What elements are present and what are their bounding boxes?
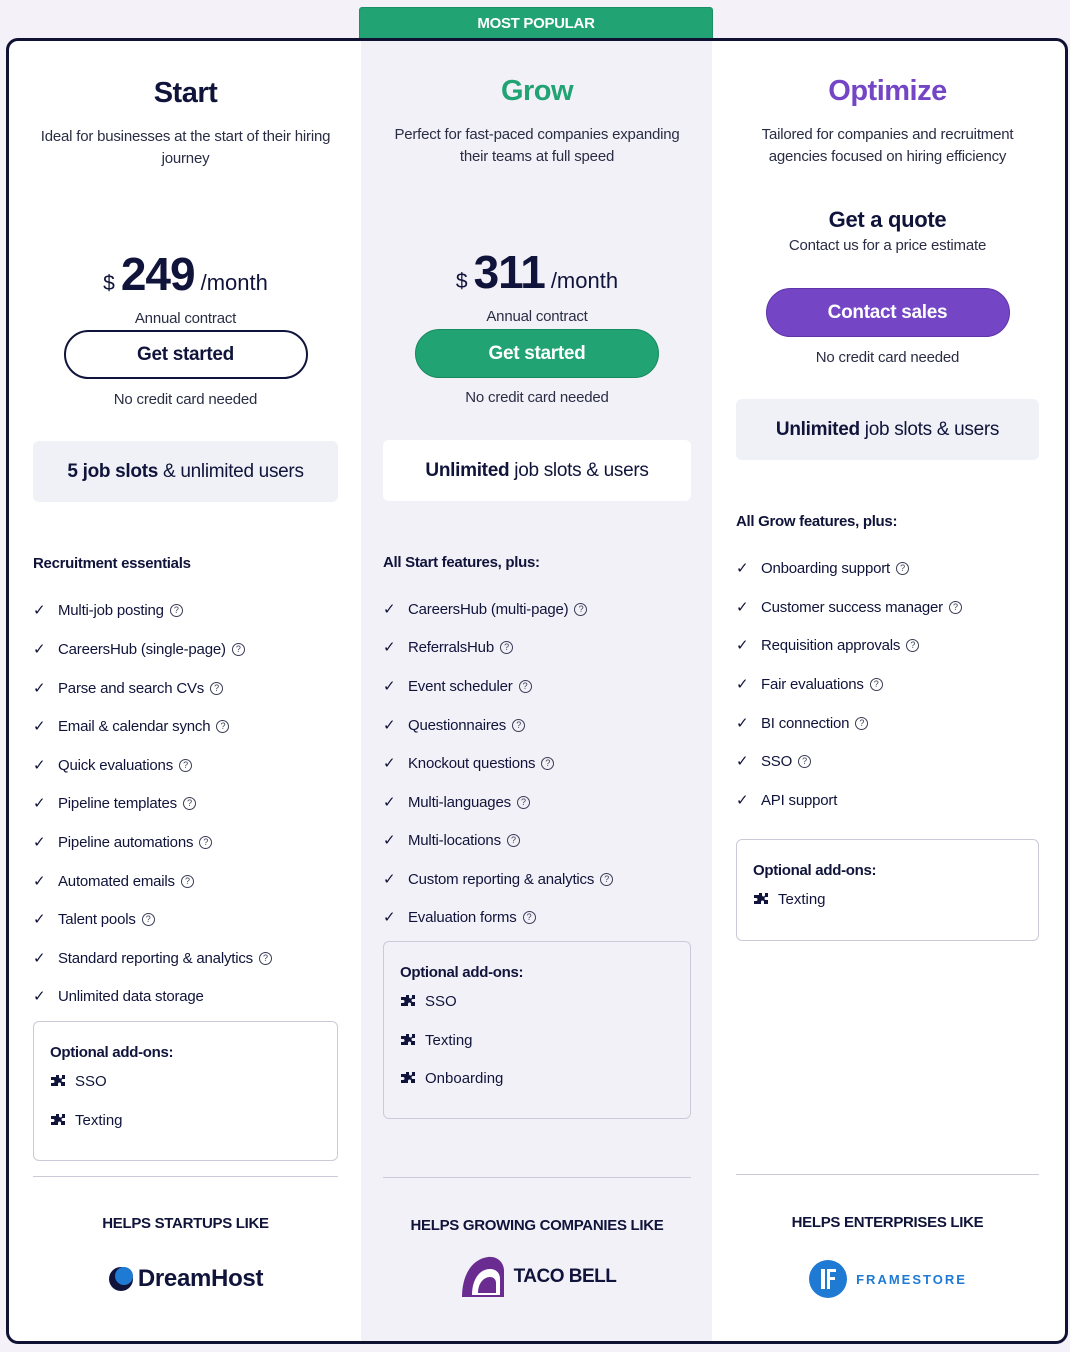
feature-item: ✓ Pipeline automations ? bbox=[33, 832, 212, 852]
feature-item: ✓ SSO ? bbox=[736, 751, 811, 771]
check-icon: ✓ bbox=[736, 560, 749, 577]
check-icon: ✓ bbox=[736, 637, 749, 654]
no-credit-card-note: No credit card needed bbox=[815, 349, 960, 366]
addon-item: Texting bbox=[400, 1032, 473, 1049]
help-icon[interactable]: ? bbox=[507, 834, 520, 847]
feature-item: ✓ Email & calendar synch ? bbox=[33, 716, 229, 736]
features-title: Recruitment essentials bbox=[33, 555, 191, 572]
check-icon: ✓ bbox=[383, 601, 396, 618]
feature-item: ✓ Quick evaluations ? bbox=[33, 755, 192, 775]
feature-item: ✓ Standard reporting & analytics ? bbox=[33, 948, 272, 968]
get-started-button[interactable]: Get started bbox=[64, 330, 308, 379]
help-icon[interactable]: ? bbox=[142, 913, 155, 926]
plan-start bbox=[33, 41, 338, 1341]
slots-bold: Unlimited bbox=[775, 418, 860, 440]
logo-text: TACO BELL bbox=[513, 1266, 617, 1287]
price-period: /month bbox=[200, 270, 268, 295]
feature-item: ✓ Fair evaluations ? bbox=[736, 674, 883, 694]
feature-item: ✓ Multi-locations ? bbox=[383, 830, 520, 850]
feature-item: ✓ Knockout questions ? bbox=[383, 753, 554, 773]
feature-item: ✓ CareersHub (single-page) ? bbox=[33, 639, 245, 659]
taco-bell-bell-icon bbox=[458, 1255, 506, 1299]
dreamhost-logo bbox=[33, 1265, 338, 1293]
addons-title: Optional add-ons: bbox=[753, 862, 877, 879]
plan-name: Optimize bbox=[828, 75, 947, 107]
check-icon: ✓ bbox=[33, 602, 46, 619]
help-icon[interactable]: ? bbox=[523, 911, 536, 924]
feature-item: ✓ Questionnaires ? bbox=[383, 715, 525, 735]
help-icon[interactable]: ? bbox=[500, 641, 513, 654]
pricing-table bbox=[6, 38, 1068, 1344]
slots-rest: job slots & users bbox=[514, 459, 649, 481]
price bbox=[33, 247, 338, 301]
help-icon[interactable]: ? bbox=[216, 720, 229, 733]
quote-subtitle: Contact us for a price estimate bbox=[788, 237, 987, 254]
feature-item: ✓ Automated emails ? bbox=[33, 871, 194, 891]
features-title: All Grow features, plus: bbox=[736, 513, 898, 530]
helps-heading: HELPS ENTERPRISES LIKE bbox=[791, 1214, 984, 1231]
feature-item: ✓ Evaluation forms ? bbox=[383, 907, 536, 927]
feature-item: ✓ Event scheduler ? bbox=[383, 676, 532, 696]
help-icon[interactable]: ? bbox=[517, 796, 530, 809]
check-icon: ✓ bbox=[383, 871, 396, 888]
plan-description: Perfect for fast-paced companies expanding their teams at full speed bbox=[394, 126, 680, 165]
plan-description: Tailored for companies and recruitment agencies focused on hiring efficiency bbox=[761, 126, 1014, 165]
helps-heading: HELPS STARTUPS LIKE bbox=[102, 1215, 269, 1232]
check-icon: ✓ bbox=[383, 717, 396, 734]
divider bbox=[736, 1174, 1039, 1175]
help-icon[interactable]: ? bbox=[600, 873, 613, 886]
check-icon: ✓ bbox=[33, 873, 46, 890]
check-icon: ✓ bbox=[383, 832, 396, 849]
taco-bell-logo bbox=[383, 1255, 691, 1299]
help-icon[interactable]: ? bbox=[259, 952, 272, 965]
no-credit-card-note: No credit card needed bbox=[113, 391, 258, 408]
help-icon[interactable]: ? bbox=[870, 678, 883, 691]
feature-item: ✓ Multi-languages ? bbox=[383, 792, 530, 812]
check-icon: ✓ bbox=[383, 909, 396, 926]
check-icon: ✓ bbox=[736, 753, 749, 770]
contact-sales-button[interactable]: Contact sales bbox=[766, 288, 1010, 337]
feature-item: ✓ Onboarding support ? bbox=[736, 558, 909, 578]
help-icon[interactable]: ? bbox=[179, 759, 192, 772]
features-title: All Start features, plus: bbox=[383, 554, 540, 571]
feature-item: ✓ Requisition approvals ? bbox=[736, 635, 919, 655]
addon-item: SSO bbox=[50, 1073, 107, 1090]
check-icon: ✓ bbox=[383, 639, 396, 656]
help-icon[interactable]: ? bbox=[798, 755, 811, 768]
price bbox=[383, 245, 691, 299]
addon-item: SSO bbox=[400, 993, 457, 1010]
optional-addons bbox=[33, 1021, 338, 1161]
feature-item: ✓ Multi-job posting ? bbox=[33, 600, 183, 620]
logo-text: DreamHost bbox=[137, 1265, 264, 1292]
plan-optimize bbox=[736, 41, 1039, 1341]
plan-name: Grow bbox=[500, 75, 574, 107]
price-amount: 249 bbox=[120, 248, 195, 300]
help-icon[interactable]: ? bbox=[896, 562, 909, 575]
addon-item: Texting bbox=[753, 891, 826, 908]
puzzle-icon bbox=[400, 1071, 416, 1087]
help-icon[interactable]: ? bbox=[855, 717, 868, 730]
slots-rest: job slots & users bbox=[864, 418, 1000, 440]
slots-summary bbox=[33, 441, 338, 502]
check-icon: ✓ bbox=[736, 715, 749, 732]
feature-item: ✓ Custom reporting & analytics ? bbox=[383, 869, 613, 889]
help-icon[interactable]: ? bbox=[183, 797, 196, 810]
slots-rest: & unlimited users bbox=[163, 460, 304, 482]
check-icon: ✓ bbox=[33, 950, 46, 967]
check-icon: ✓ bbox=[33, 718, 46, 735]
feature-item: ✓ Parse and search CVs ? bbox=[33, 678, 223, 698]
check-icon: ✓ bbox=[33, 641, 46, 658]
dreamhost-moon-icon bbox=[108, 1266, 134, 1292]
addons-title: Optional add-ons: bbox=[400, 964, 524, 981]
price-period: /month bbox=[550, 268, 619, 293]
help-icon[interactable]: ? bbox=[949, 601, 962, 614]
help-icon[interactable]: ? bbox=[232, 643, 245, 656]
help-icon[interactable]: ? bbox=[541, 757, 554, 770]
slots-bold: 5 job slots bbox=[67, 460, 159, 482]
framestore-logo bbox=[736, 1259, 1039, 1299]
slots-summary bbox=[383, 440, 691, 501]
divider bbox=[383, 1177, 691, 1178]
divider bbox=[33, 1176, 338, 1177]
feature-item: ✓ Talent pools ? bbox=[33, 909, 155, 929]
check-icon: ✓ bbox=[33, 795, 46, 812]
plan-name: Start bbox=[153, 77, 218, 109]
contract-term: Annual contract bbox=[134, 310, 237, 327]
slots-summary bbox=[736, 399, 1039, 460]
help-icon[interactable]: ? bbox=[199, 836, 212, 849]
plan-grow bbox=[383, 41, 691, 1341]
helps-heading: HELPS GROWING COMPANIES LIKE bbox=[410, 1217, 664, 1234]
help-icon[interactable]: ? bbox=[574, 603, 587, 616]
check-icon: ✓ bbox=[736, 792, 749, 809]
addon-item: Onboarding bbox=[400, 1070, 503, 1087]
puzzle-icon bbox=[400, 994, 416, 1010]
feature-item: ✓ BI connection ? bbox=[736, 713, 868, 733]
feature-item: ✓ API support bbox=[736, 791, 838, 809]
feature-item: ✓ Pipeline templates ? bbox=[33, 793, 196, 813]
check-icon: ✓ bbox=[736, 599, 749, 616]
help-icon[interactable]: ? bbox=[181, 875, 194, 888]
puzzle-icon bbox=[400, 1033, 416, 1049]
framestore-emblem-icon bbox=[808, 1259, 848, 1299]
no-credit-card-note: No credit card needed bbox=[465, 389, 609, 406]
optional-addons bbox=[383, 941, 691, 1119]
addons-title: Optional add-ons: bbox=[50, 1044, 174, 1061]
price-amount: 311 bbox=[473, 246, 545, 298]
help-icon[interactable]: ? bbox=[210, 682, 223, 695]
plan-description: Ideal for businesses at the start of their hiring journey bbox=[40, 128, 331, 167]
check-icon: ✓ bbox=[33, 988, 46, 1005]
check-icon: ✓ bbox=[33, 834, 46, 851]
puzzle-icon bbox=[50, 1074, 66, 1090]
quote-title: Get a quote bbox=[828, 207, 947, 232]
check-icon: ✓ bbox=[383, 755, 396, 772]
feature-item: ✓ ReferralsHub ? bbox=[383, 637, 513, 657]
logo-text: FRAMESTORE bbox=[856, 1271, 967, 1287]
help-icon[interactable]: ? bbox=[170, 604, 183, 617]
contract-term: Annual contract bbox=[486, 308, 588, 325]
check-icon: ✓ bbox=[33, 680, 46, 697]
check-icon: ✓ bbox=[383, 678, 396, 695]
help-icon[interactable]: ? bbox=[512, 719, 525, 732]
check-icon: ✓ bbox=[736, 676, 749, 693]
feature-item: ✓ Unlimited data storage bbox=[33, 987, 204, 1005]
check-icon: ✓ bbox=[33, 757, 46, 774]
addon-item: Texting bbox=[50, 1112, 123, 1129]
puzzle-icon bbox=[753, 892, 769, 908]
optional-addons bbox=[736, 839, 1039, 941]
feature-item: ✓ Customer success manager ? bbox=[736, 597, 962, 617]
puzzle-icon bbox=[50, 1113, 66, 1129]
check-icon: ✓ bbox=[383, 794, 396, 811]
slots-bold: Unlimited bbox=[425, 459, 510, 481]
check-icon: ✓ bbox=[33, 911, 46, 928]
help-icon[interactable]: ? bbox=[519, 680, 532, 693]
help-icon[interactable]: ? bbox=[906, 639, 919, 652]
get-started-button[interactable]: Get started bbox=[415, 329, 659, 378]
currency: $ bbox=[103, 272, 115, 295]
most-popular-badge: MOST POPULAR bbox=[359, 7, 713, 39]
feature-item: ✓ CareersHub (multi-page) ? bbox=[383, 599, 587, 619]
currency: $ bbox=[455, 270, 468, 293]
